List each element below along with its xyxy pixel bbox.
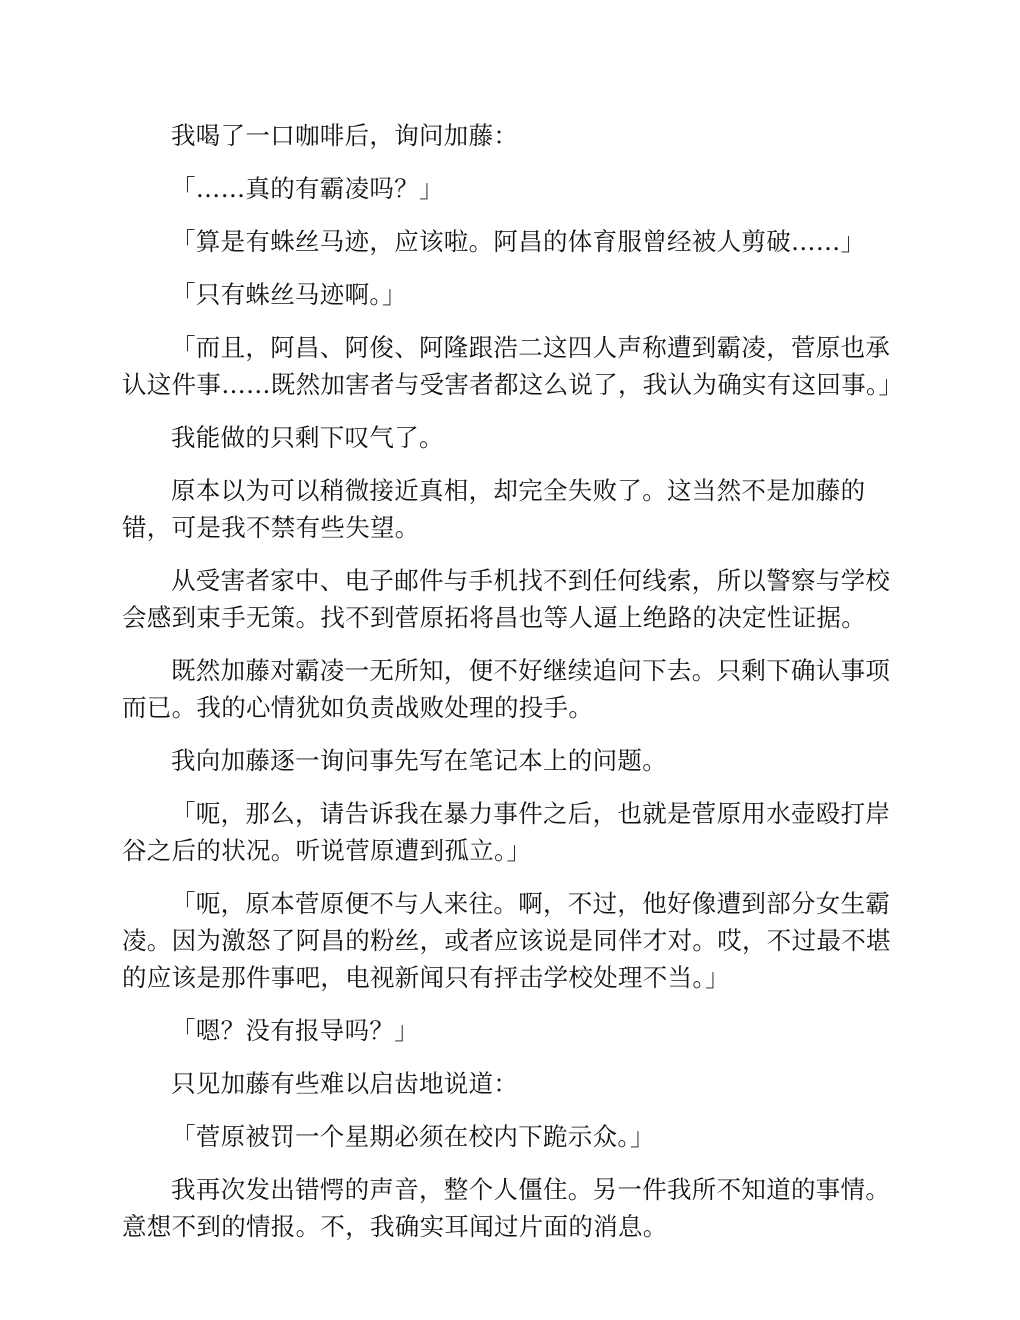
paragraph: 我向加藤逐一询问事先写在笔记本上的问题。 [171, 746, 667, 775]
paragraph: 「而且，阿昌、阿俊、阿隆跟浩二这四人声称遭到霸凌，菅原也承认这件事……既然加害者与受害者都这么说了，我认为确实有这回事。」 [122, 333, 904, 399]
paragraph: 「……真的有霸凌吗？」 [171, 174, 444, 203]
paragraph: 只见加藤有些难以启齿地说道： [171, 1069, 519, 1098]
paragraph: 「菅原被罚一个星期必须在校内下跪示众。」 [171, 1122, 655, 1151]
paragraph: 「算是有蛛丝马迹，应该啦。阿昌的体育服曾经被人剪破……」 [171, 227, 866, 256]
paragraph: 我喝了一口咖啡后，询问加藤： [171, 121, 519, 150]
paragraph: 「呃，原本菅原便不与人来往。啊，不过，他好像遭到部分女生霸凌。因为激怒了阿昌的粉丝，或者应该说是同伴才对。哎，不过最不堪的应该是那件事吧，电视新闻只有抨击学校处理不当。」 [122, 889, 891, 992]
paragraph: 既然加藤对霸凌一无所知，便不好继续追问下去。只剩下确认事项而已。我的心情犹如负责战败处理的投手。 [122, 656, 891, 722]
paragraph: 「只有蛛丝马迹啊。」 [171, 280, 407, 309]
paragraph: 从受害者家中、电子邮件与手机找不到任何线索，所以警察与学校会感到束手无策。找不到菅原拓将昌也等人逼上绝路的决定性证据。 [122, 566, 891, 632]
paragraph: 我再次发出错愕的声音，整个人僵住。另一件我所不知道的事情。意想不到的情报。不，我确实耳闻过片面的消息。 [122, 1175, 891, 1241]
paragraph: 原本以为可以稍微接近真相，却完全失败了。这当然不是加藤的错，可是我不禁有些失望。 [122, 476, 866, 542]
paragraph: 我能做的只剩下叹气了。 [171, 423, 444, 452]
body-text [122, 117, 904, 1261]
paragraph: 「嗯？没有报导吗？」 [171, 1016, 419, 1045]
paragraph: 「呃，那么，请告诉我在暴力事件之后，也就是菅原用水壶殴打岸谷之后的状况。听说菅原遭到孤立。」 [122, 799, 891, 865]
